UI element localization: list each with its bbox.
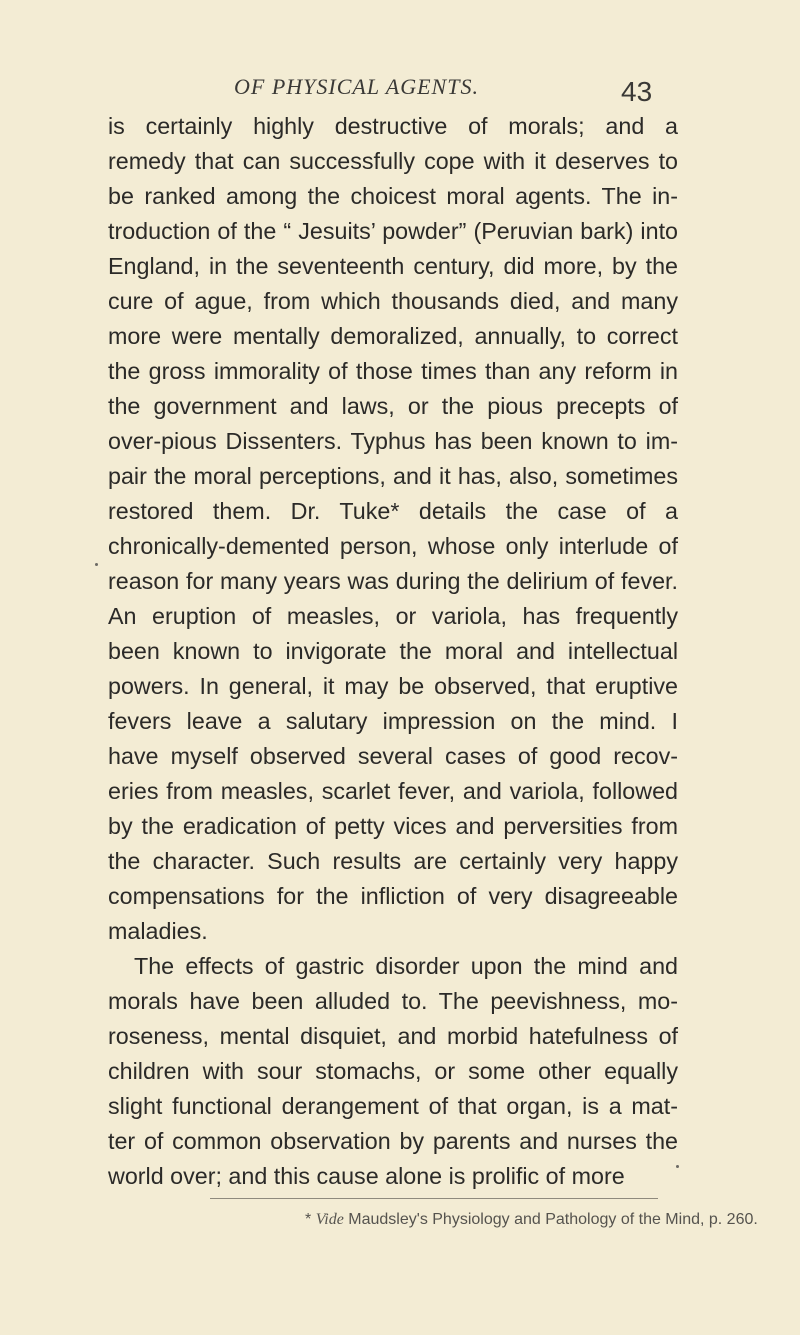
- text-line: reason for many years was during the delirium of fever.: [108, 568, 678, 594]
- text-line: pair the moral perceptions, and it has, also, sometimes: [108, 463, 678, 489]
- text-line: England, in the seventeenth century, did more, by the: [108, 253, 678, 279]
- text-line: the character. Such results are certainly very happy: [108, 848, 678, 874]
- page-speck: [95, 563, 98, 566]
- text-line: slight functional derangement of that organ, is a mat-: [108, 1093, 678, 1119]
- text-line: over-pious Dissenters. Typhus has been known to im-: [108, 428, 678, 454]
- running-title: OF PHYSICAL AGENTS.: [234, 74, 479, 99]
- text-line: have myself observed several cases of good recov-: [108, 743, 678, 769]
- page-number: 43: [621, 76, 653, 107]
- footnote-rule: [210, 1198, 658, 1199]
- text-line: An eruption of measles, or variola, has frequently: [108, 603, 678, 629]
- text-line: chronically-demented person, whose only interlude of: [108, 533, 678, 559]
- text-line: maladies.: [108, 918, 208, 944]
- text-line: by the eradication of petty vices and perversities from: [108, 813, 678, 839]
- text-line: eries from measles, scarlet fever, and variola, followed: [108, 778, 678, 804]
- text-line: remedy that can successfully cope with it deserves to: [108, 148, 678, 174]
- footnote: [305, 1211, 758, 1229]
- text-line: more were mentally demoralized, annually, to correct: [108, 323, 678, 349]
- text-line: the government and laws, or the pious precepts of: [108, 393, 678, 419]
- text-line: fevers leave a salutary impression on the mind. I: [108, 708, 678, 734]
- text-line: the gross immorality of those times than any reform in: [108, 358, 678, 384]
- text-line: cure of ague, from which thousands died, and many: [108, 288, 678, 314]
- text-line: The effects of gastric disorder upon the mind and: [134, 953, 678, 979]
- footnote-text: Maudsley's Physiology and Pathology of the Mind, p. 260.: [348, 1211, 758, 1228]
- page-speck: [676, 1165, 679, 1168]
- footnote-marker: *: [305, 1211, 312, 1228]
- text-line: ter of common observation by parents and nurses the: [108, 1128, 678, 1154]
- text-line: world over; and this cause alone is prolific of more: [108, 1163, 625, 1189]
- text-line: restored them. Dr. Tuke* details the case of a: [108, 498, 678, 524]
- text-line: been known to invigorate the moral and intellectual: [108, 638, 678, 664]
- text-line: be ranked among the choicest moral agents. The in-: [108, 183, 678, 209]
- text-line: powers. In general, it may be observed, that eruptive: [108, 673, 678, 699]
- text-line: compensations for the infliction of very disagreeable: [108, 883, 678, 909]
- text-line: is certainly highly destructive of morals; and a: [108, 113, 678, 139]
- footnote-vide: Vide: [315, 1211, 344, 1228]
- text-line: children with sour stomachs, or some other equally: [108, 1058, 678, 1084]
- text-line: morals have been alluded to. The peevishness, mo-: [108, 988, 678, 1014]
- text-line: troduction of the “ Jesuits’ powder” (Peruvian bark) into: [108, 218, 678, 244]
- text-line: roseness, mental disquiet, and morbid hatefulness of: [108, 1023, 678, 1049]
